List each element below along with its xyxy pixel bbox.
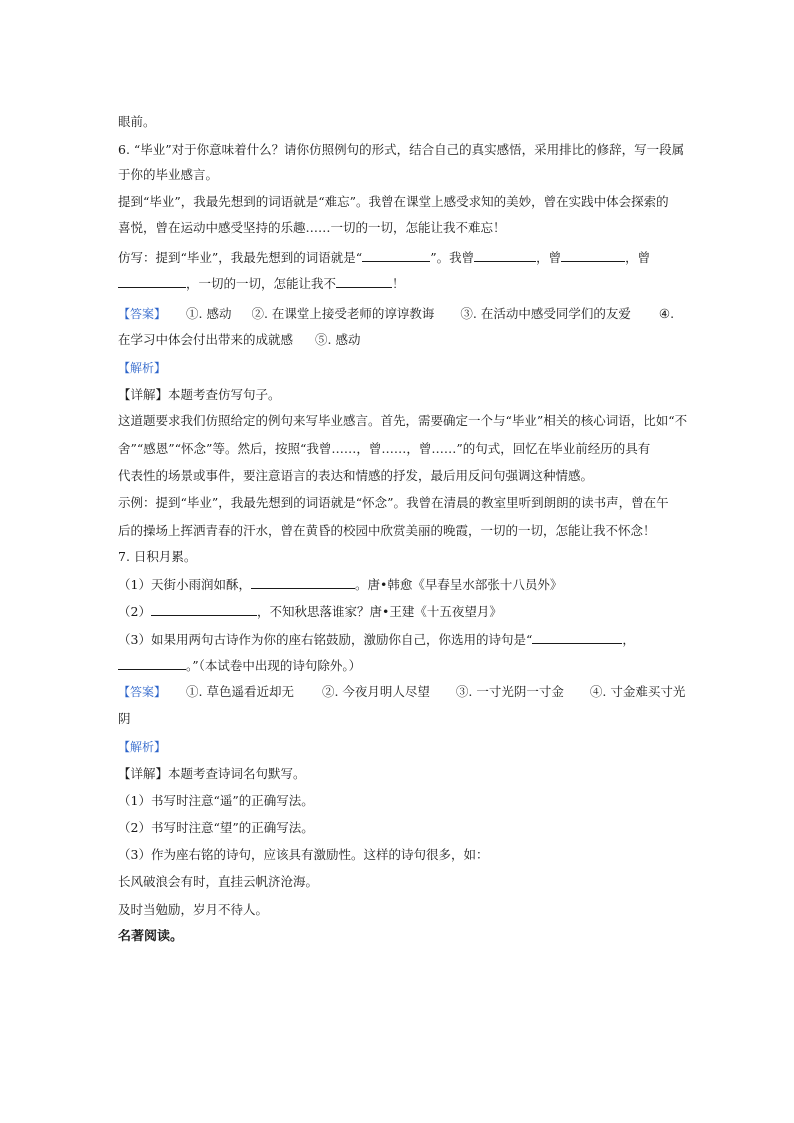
analysis-text: 舍”“感恩”“怀念”等。然后，按照“我曾……，曾……，曾……”的句式，回忆在毕业前经历的具有: [118, 441, 651, 456]
text-segment: ，一切的一切，怎能让我不: [186, 276, 337, 291]
answer-item: ④.: [658, 306, 675, 321]
poem-fill-line: [118, 631, 688, 648]
example-text: 示例：提到“毕业”，我最先想到的词语就是“怀念”。我曾在清晨的教室里听到朗朗的读书声，曾在午: [118, 495, 669, 510]
fill-blank[interactable]: [532, 631, 622, 644]
answer-item: ③. 在活动中感受同学们的友爱: [460, 306, 631, 321]
section-heading: 名著阅读。: [118, 929, 184, 944]
text-segment: （2）: [118, 604, 151, 619]
poem-line: 及时当勉励，岁月不待人。: [118, 902, 269, 917]
fill-blank[interactable]: [474, 249, 536, 262]
text-segment: ，不知秋思落谁家？唐•王建《十五夜望月》: [256, 604, 502, 619]
poem-fill-line: [118, 576, 688, 593]
imitation-line: [118, 249, 688, 266]
poem-fill-line: [118, 657, 688, 674]
text-segment: 仿写：提到“毕业”，我最先想到的词语就是“: [118, 250, 363, 265]
fill-blank[interactable]: [362, 249, 430, 262]
fill-blank[interactable]: [151, 603, 257, 616]
text-segment: ！: [392, 276, 405, 291]
answer-tag: 【答案】: [118, 685, 167, 699]
analysis-text: 这道题要求我们仿照给定的例句来写毕业感言。首先，需要确定一个与“毕业”相关的核心词语，比如“不: [118, 413, 688, 428]
detail-heading: 【详解】本题考查仿写句子。: [118, 387, 281, 402]
detail-heading: 【详解】本题考查诗词名句默写。: [118, 766, 306, 781]
analysis-text: （3）作为座右铭的诗句，应该具有激励性。这样的诗句很多，如：: [118, 847, 489, 862]
poem-line: 长风破浪会有时，直挂云帆济沧海。: [118, 874, 319, 889]
answer-item: ②. 今夜月明人尽望: [321, 684, 430, 699]
fill-blank[interactable]: [336, 275, 392, 288]
example-sentence: 喜悦，曾在运动中感受坚持的乐趣……一切的一切，怎能让我不难忘！: [118, 220, 506, 235]
poem-fill-line: [118, 603, 688, 620]
text-segment: ”。我曾: [430, 250, 475, 265]
text-segment: （1）天街小雨润如酥，: [118, 577, 251, 592]
fill-blank[interactable]: [118, 275, 186, 288]
question-6-prompt: 6. “毕业”对于你意味着什么？请你仿照例句的形式，结合自己的真实感悟，采用排比的修辞，写一段属: [118, 142, 685, 157]
text-segment: 。”（本试卷中出现的诗句除外。）: [186, 658, 362, 673]
example-sentence: 提到“毕业”，我最先想到的词语就是“难忘”。我曾在课堂上感受求知的美妙，曾在实践中体会探索的: [118, 194, 669, 209]
answer-item: ⑤. 感动: [315, 332, 361, 347]
answer-item: ①. 感动: [186, 306, 232, 321]
text-line: 于你的毕业感言。: [118, 167, 219, 182]
answer-item: ①. 草色遥看近却无: [186, 684, 294, 699]
analysis-text: （1）书写时注意“遥”的正确写法。: [118, 793, 314, 808]
question-7-title: 7. 日积月累。: [118, 549, 197, 564]
answer-tag: 【答案】: [118, 307, 167, 321]
example-text: 后的操场上挥洒青春的汗水，曾在黄昏的校园中欣赏美丽的晚霞，一切的一切，怎能让我不怀念！: [118, 523, 656, 538]
analysis-text: 代表性的场景或事件，要注意语言的表达和情感的抒发，最后用反问句强调这种情感。: [118, 468, 594, 483]
text-segment: （3）如果用两句古诗作为你的座右铭鼓励，激励你自己，你选用的诗句是“: [118, 632, 533, 647]
text-segment: 。唐•韩愈《早春呈水部张十八员外》: [354, 577, 563, 592]
analysis-text: （2）书写时注意“望”的正确写法。: [118, 820, 314, 835]
answer-item: ②. 在课堂上接受老师的谆谆教诲: [251, 306, 435, 321]
analysis-tag: 【解析】: [118, 361, 167, 375]
fill-blank[interactable]: [118, 657, 186, 670]
answer-line: [118, 684, 688, 700]
answer-line: [118, 306, 688, 322]
text-segment: ，曾: [625, 250, 651, 265]
fill-blank[interactable]: [251, 576, 355, 589]
imitation-line: [118, 275, 688, 292]
answer-item: 在学习中体会付出带来的成就感: [118, 332, 294, 347]
fill-blank[interactable]: [561, 249, 625, 262]
analysis-tag: 【解析】: [118, 740, 167, 754]
answer-item: ③. 一寸光阴一寸金: [455, 684, 564, 699]
text-segment: ，曾: [536, 250, 562, 265]
text-line: 眼前。: [118, 114, 156, 129]
text-segment: ，: [622, 632, 635, 647]
answer-item: ④. 寸金难买寸光: [589, 684, 686, 699]
answer-line: [118, 332, 688, 348]
answer-line: 阴: [118, 711, 131, 726]
